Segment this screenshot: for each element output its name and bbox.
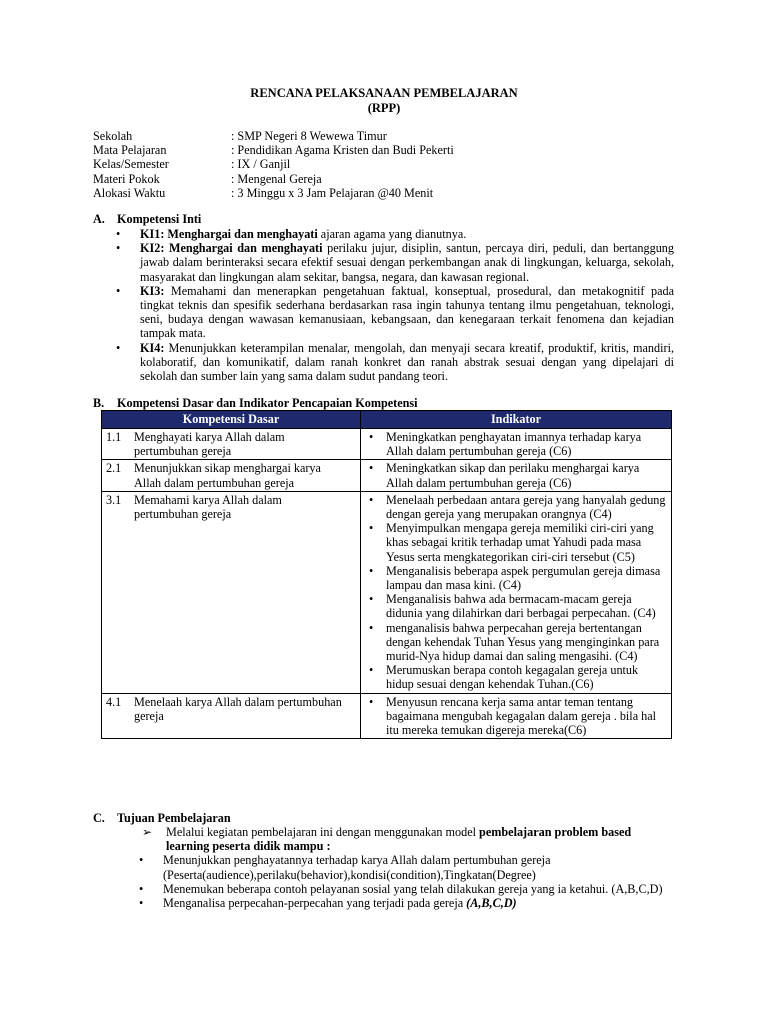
bullet-icon: • (369, 694, 374, 709)
ki-text: ajaran agama yang dianutnya. (317, 227, 467, 241)
identity-row (93, 143, 454, 157)
indicator-text: Meningkatkan sikap dan perilaku menghargai karya Allah dalam pertumbuhan gereja (C6) (386, 461, 640, 490)
ki-text: Menunjukkan keterampilan menalar, mengolah, dan menyaji secara kreatif, produktif, kritis, mandiri, kolaboratif, dan komunikatif, dalam ranah konkret dan ranah abstrak sesuai dengan yang dipelajari di sekolah dan sumber lain yang sama dalam sudut pandang teori. (140, 340, 674, 384)
bullet-icon: • (369, 430, 374, 444)
indicator-text: Menganalisis bahwa ada bermacam-macam gereja didunia yang dilahirkan dari berbagai perpecahan. (C4) (386, 592, 656, 621)
identity-label: Mata Pelajaran (93, 143, 167, 158)
kd-cell (102, 429, 361, 460)
bullet-icon: • (116, 283, 121, 298)
kd-cell (102, 491, 361, 693)
section-number: C. (93, 811, 105, 825)
identity-value: : Mengenal Gereja (231, 171, 322, 186)
column-header-kd: Kompetensi Dasar (102, 411, 361, 429)
table-row (102, 491, 672, 693)
identity-label: Sekolah (93, 129, 133, 143)
identity-value: : 3 Minggu x 3 Jam Pelajaran @40 Menit (231, 185, 434, 200)
bullet-icon: • (369, 663, 374, 678)
tujuan-text: Menganalisa perpecahan-perpecahan yang terjadi pada gereja (163, 896, 467, 911)
list-item (365, 461, 667, 489)
bullet-icon: • (369, 620, 374, 635)
kd-cell (102, 460, 361, 491)
kd-text: Menelaah karya Allah dalam pertumbuhan gereja (134, 694, 342, 723)
identity-value: : Pendidikan Agama Kristen dan Budi Pekerti (231, 143, 454, 158)
list-item (365, 521, 667, 564)
ki-label: KI1: Menghargai dan menghayati (140, 227, 318, 241)
table-row (102, 693, 672, 739)
section-number: B. (93, 396, 105, 410)
arrow-bullet-icon: ➢ (142, 825, 153, 839)
kd-text: Memahami karya Allah dalam pertumbuhan gereja (134, 492, 282, 522)
indicator-text: menganalisis bahwa perpecahan gereja bertentangan dengan kehendak Tuhan Yesus yang menginginkan para murid-Nya hidup damai dan saling mengasihi. (C4) (386, 620, 660, 664)
identity-row (93, 172, 454, 186)
identity-row (93, 186, 454, 200)
document-title (0, 86, 768, 116)
bullet-icon: • (139, 853, 144, 868)
list-item (116, 341, 674, 384)
section-title: Kompetensi Inti (117, 212, 202, 226)
list-item (365, 564, 667, 592)
kd-number: 2.1 (106, 461, 122, 476)
list-item (365, 663, 667, 691)
tujuan-text: Menemukan beberapa contoh pelayanan sosial yang telah dilakukan gereja yang ia ketahui. (A,B,C,D) (163, 881, 663, 896)
bullet-icon: • (369, 521, 374, 536)
list-item (365, 695, 667, 738)
identity-label: Alokasi Waktu (93, 185, 166, 200)
ki-text: Memahami dan menerapkan pengetahuan faktual, konseptual, prosedural, dan metakognitif pada tingkat teknis dan spesifik sederhana berdasarkan rasa ingin tahunya tentang ilmu pengetahuan, teknologi, seni, budaya dengan wawasan kemanusiaan, kebangsaan, dan kenegaraan terkait fenomena dan kejadian tampak mata. (140, 283, 674, 341)
bullet-icon: • (139, 881, 144, 896)
title-line-2: (RPP) (367, 101, 401, 115)
indicator-text: Menganalisis beberapa aspek pergumulan gereja dimasa lampau dan masa kini. (C4) (386, 563, 661, 593)
bullet-icon: • (369, 563, 374, 578)
list-item (136, 882, 676, 896)
bullet-icon: • (139, 896, 144, 911)
bullet-icon: • (116, 227, 121, 241)
indicator-cell (361, 460, 672, 491)
indicator-cell (361, 693, 672, 739)
identity-value: : SMP Negeri 8 Wewewa Timur (231, 129, 387, 143)
kompetensi-inti-list (116, 227, 674, 383)
kd-number: 4.1 (106, 694, 122, 709)
kd-cell (102, 693, 361, 739)
section-c-heading (93, 811, 231, 825)
section-number: A. (93, 212, 105, 226)
list-item (365, 592, 667, 620)
kd-text: Menunjukkan sikap menghargai karya Allah dalam pertumbuhan gereja (134, 461, 321, 490)
identity-label: Kelas/Semester (93, 157, 169, 172)
ki-text: perilaku jujur, disiplin, santun, percaya diri, peduli, dan bertanggung jawab dalam berinteraksi secara efektif sesuai dengan perkembangan anak di lingkungan, keluarga, sekolah, masyarakat dan lingkungan alam sekitar, bangsa, negara, dan kawasan regional. (140, 241, 674, 284)
list-item (365, 430, 667, 458)
tujuan-block (136, 825, 676, 910)
indicator-text: Meningkatkan penghayatan imannya terhadap karya Allah dalam pertumbuhan gereja (C6) (386, 430, 642, 459)
indicator-cell (361, 491, 672, 693)
identity-row (93, 129, 454, 143)
ki-label: KI4: (140, 340, 165, 355)
indicator-text: Menyusun rencana kerja sama antar teman tentang bagaimana mengubah kegagalan dalam gereja . bila hal itu mereka temukan digereja mereka(C6) (386, 694, 657, 738)
table-row (102, 429, 672, 460)
lead-text: Melalui kegiatan pembelajaran ini dengan menggunakan model (166, 825, 480, 839)
identity-row (93, 157, 454, 171)
kd-number: 1.1 (106, 430, 122, 444)
list-item (116, 241, 674, 284)
section-b-heading (93, 396, 418, 410)
ki-label: KI2: Menghargai dan menghayati (140, 241, 323, 256)
list-item (365, 493, 667, 521)
list-item (365, 621, 667, 664)
section-title: Tujuan Pembelajaran (117, 811, 231, 825)
kd-text: Menghayati karya Allah dalam pertumbuhan gereja (134, 430, 285, 459)
bullet-icon: • (116, 241, 121, 256)
identity-value: : IX / Ganjil (231, 157, 291, 172)
kompetensi-dasar-table (101, 410, 672, 739)
bullet-icon: • (116, 340, 121, 355)
indicator-text: Merumuskan berapa contoh kegagalan gereja untuk hidup sesuai dengan kehendak Tuhan.(C6) (386, 663, 639, 692)
bullet-icon: • (369, 492, 374, 507)
list-item (116, 227, 674, 241)
tujuan-lead (136, 825, 676, 853)
identity-block (93, 129, 454, 200)
table-header-row (102, 411, 672, 429)
list-item (136, 896, 676, 910)
ki-label: KI3: (140, 283, 165, 298)
lead-bold-text: pembelajaran problem based learning peserta didik mampu : (166, 825, 632, 854)
tujuan-list (136, 853, 676, 910)
kd-number: 3.1 (106, 492, 122, 507)
table-row (102, 460, 672, 491)
tujuan-text: Menunjukkan penghayatannya terhadap karya Allah dalam pertumbuhan gereja (Peserta(audience),perilaku(behavior),kondisi(condition),Tingkatan(Degree) (163, 853, 551, 882)
title-line-1: RENCANA PELAKSANAAN PEMBELAJARAN (250, 86, 518, 100)
tujuan-tail: (A,B,C,D) (466, 896, 517, 911)
indicator-cell (361, 429, 672, 460)
list-item (136, 853, 676, 881)
indicator-text: Menelaah perbedaan antara gereja yang hanyalah gedung dengan gereja yang merupakan orangnya (C4) (386, 492, 666, 522)
section-a-heading (93, 212, 201, 226)
identity-label: Materi Pokok (93, 171, 160, 186)
section-title: Kompetensi Dasar dan Indikator Pencapaian Kompetensi (117, 396, 418, 410)
column-header-indikator: Indikator (361, 411, 672, 429)
bullet-icon: • (369, 592, 374, 607)
list-item (116, 284, 674, 341)
bullet-icon: • (369, 461, 374, 476)
indicator-text: Menyimpulkan mengapa gereja memiliki ciri-ciri yang khas sebagai kritik terhadap umat Yahudi pada masa Yesus serta mengkategorikan ciri-ciri tersebut (C5) (386, 521, 654, 564)
